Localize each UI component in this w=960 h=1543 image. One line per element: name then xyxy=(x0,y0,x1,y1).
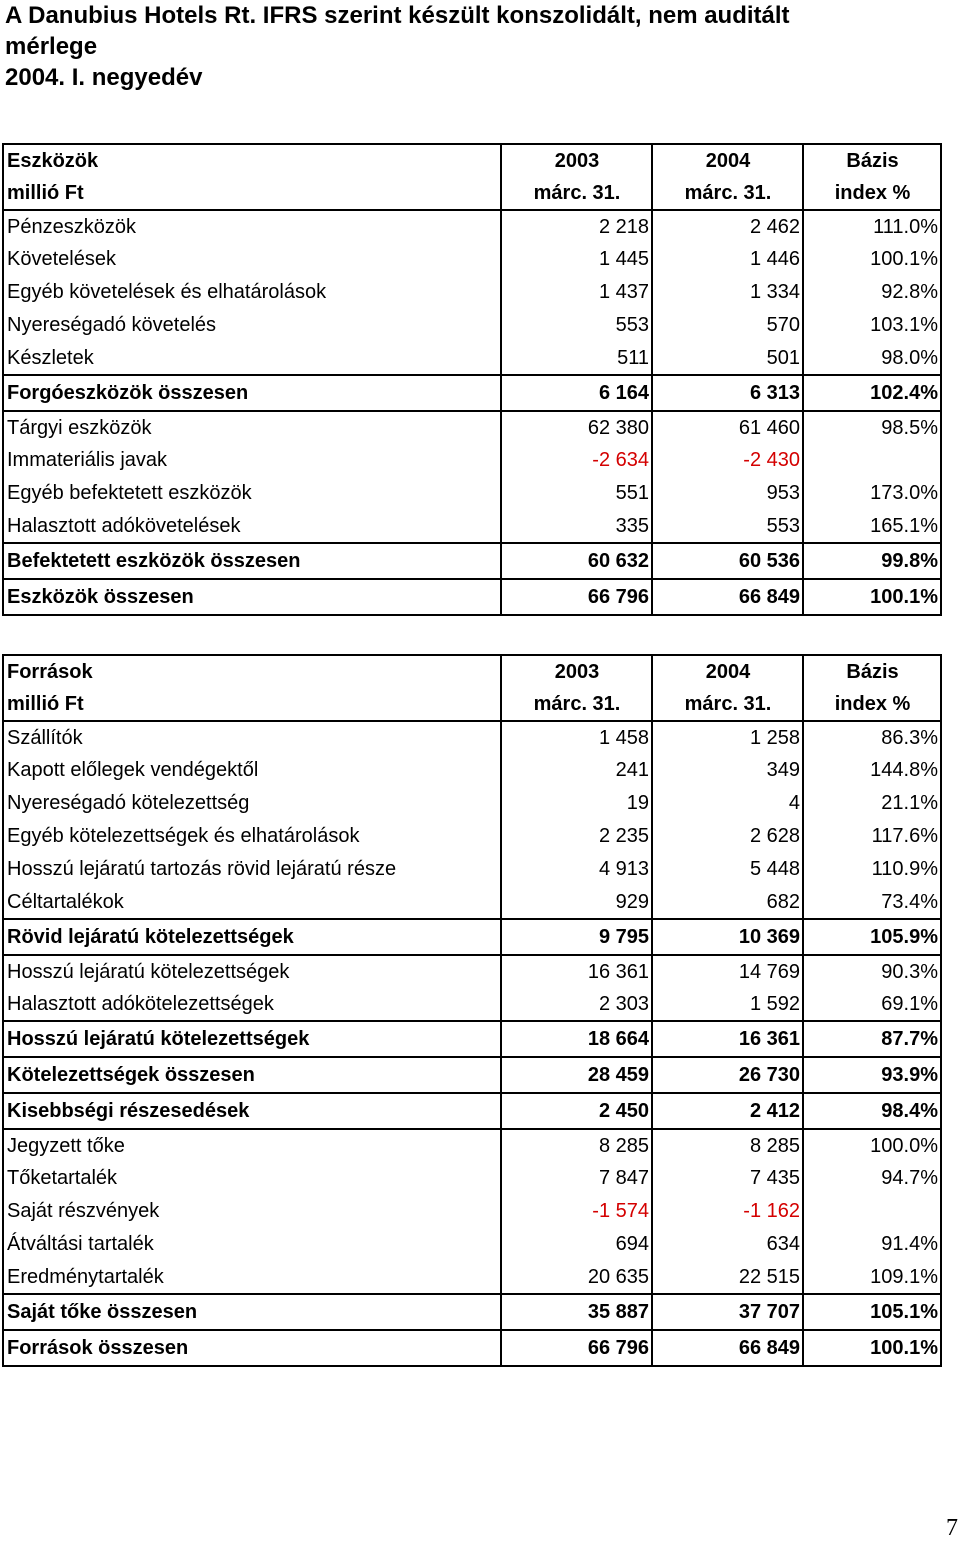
value-2004: 349 xyxy=(652,754,803,787)
value-2004: 8 285 xyxy=(652,1129,803,1162)
value-2003: 66 796 xyxy=(501,1330,652,1366)
row-label: Tárgyi eszközök xyxy=(3,411,501,444)
row-label: Saját részvények xyxy=(3,1195,501,1228)
row-label: Immateriális javak xyxy=(3,444,501,477)
table-row xyxy=(3,510,941,543)
value-2004: 634 xyxy=(652,1228,803,1261)
assets-table xyxy=(2,143,942,616)
value-index: 98.5% xyxy=(803,411,941,444)
table-row xyxy=(3,276,941,309)
table-row xyxy=(3,1261,941,1294)
value-2004: 501 xyxy=(652,342,803,375)
value-2003: 2 450 xyxy=(501,1093,652,1129)
table-row xyxy=(3,886,941,919)
value-2004: 2 412 xyxy=(652,1093,803,1129)
value-index: 100.0% xyxy=(803,1129,941,1162)
row-label: Hosszú lejáratú tartozás rövid lejáratú része xyxy=(3,853,501,886)
table-row xyxy=(3,477,941,510)
table-row xyxy=(3,579,941,615)
row-label: Eredménytartalék xyxy=(3,1261,501,1294)
value-2003: 62 380 xyxy=(501,411,652,444)
value-2004: 60 536 xyxy=(652,543,803,579)
col-2004-year: 2004 xyxy=(652,655,803,688)
assets-header-row-1 xyxy=(3,144,941,177)
value-index: 105.9% xyxy=(803,919,941,955)
col-2003-year: 2003 xyxy=(501,144,652,177)
value-2003: 20 635 xyxy=(501,1261,652,1294)
value-index: 91.4% xyxy=(803,1228,941,1261)
table-row xyxy=(3,1294,941,1330)
value-index: 98.0% xyxy=(803,342,941,375)
value-2004: 570 xyxy=(652,309,803,342)
table-row xyxy=(3,1093,941,1129)
row-label: Kisebbségi részesedések xyxy=(3,1093,501,1129)
table-row xyxy=(3,820,941,853)
table-row xyxy=(3,210,941,243)
value-2003: 16 361 xyxy=(501,955,652,988)
value-2003: 60 632 xyxy=(501,543,652,579)
value-2003: 18 664 xyxy=(501,1021,652,1057)
value-2003: 335 xyxy=(501,510,652,543)
table-row xyxy=(3,955,941,988)
liabilities-header-row-1 xyxy=(3,655,941,688)
row-label: Halasztott adókövetelések xyxy=(3,510,501,543)
value-2004: 66 849 xyxy=(652,579,803,615)
value-2003: 7 847 xyxy=(501,1162,652,1195)
table-row xyxy=(3,1228,941,1261)
row-label: Tőketartalék xyxy=(3,1162,501,1195)
liabilities-section-title: Források xyxy=(3,655,501,688)
title-line-3: 2004. I. negyedév xyxy=(5,64,203,91)
value-2004: -2 430 xyxy=(652,444,803,477)
row-label: Egyéb befektetett eszközök xyxy=(3,477,501,510)
row-label: Nyereségadó kötelezettség xyxy=(3,787,501,820)
table-row xyxy=(3,988,941,1021)
title-line-2: mérlege xyxy=(5,33,98,60)
value-index: 144.8% xyxy=(803,754,941,787)
row-label: Jegyzett tőke xyxy=(3,1129,501,1162)
value-2004: 5 448 xyxy=(652,853,803,886)
value-2004: 16 361 xyxy=(652,1021,803,1057)
value-2003: 1 445 xyxy=(501,243,652,276)
value-2003: 2 303 xyxy=(501,988,652,1021)
value-2004: 14 769 xyxy=(652,955,803,988)
value-index: 94.7% xyxy=(803,1162,941,1195)
table-row xyxy=(3,375,941,411)
value-2003: 28 459 xyxy=(501,1057,652,1093)
value-2003: 511 xyxy=(501,342,652,375)
row-label: Források összesen xyxy=(3,1330,501,1366)
row-label: Készletek xyxy=(3,342,501,375)
value-2003: 8 285 xyxy=(501,1129,652,1162)
value-2004: 6 313 xyxy=(652,375,803,411)
value-index: 111.0% xyxy=(803,210,941,243)
col-index-title: Bázis xyxy=(803,144,941,177)
unit-label: millió Ft xyxy=(3,688,501,721)
value-index xyxy=(803,1195,941,1228)
value-index: 93.9% xyxy=(803,1057,941,1093)
value-2004: 4 xyxy=(652,787,803,820)
value-2004: 22 515 xyxy=(652,1261,803,1294)
table-row xyxy=(3,444,941,477)
value-index: 87.7% xyxy=(803,1021,941,1057)
value-index: 117.6% xyxy=(803,820,941,853)
value-2003: 66 796 xyxy=(501,579,652,615)
row-label: Hosszú lejáratú kötelezettségek xyxy=(3,955,501,988)
value-2004: -1 162 xyxy=(652,1195,803,1228)
col-index-unit: index % xyxy=(803,688,941,721)
value-2003: 9 795 xyxy=(501,919,652,955)
value-index: 100.1% xyxy=(803,243,941,276)
row-label: Saját tőke összesen xyxy=(3,1294,501,1330)
value-2004: 10 369 xyxy=(652,919,803,955)
row-label: Rövid lejáratú kötelezettségek xyxy=(3,919,501,955)
value-2003: 2 218 xyxy=(501,210,652,243)
value-2004: 1 592 xyxy=(652,988,803,1021)
value-2004: 682 xyxy=(652,886,803,919)
value-2003: 19 xyxy=(501,787,652,820)
col-index-unit: index % xyxy=(803,177,941,210)
table-row xyxy=(3,543,941,579)
col-2003-year: 2003 xyxy=(501,655,652,688)
table-row xyxy=(3,1330,941,1366)
value-2003: 929 xyxy=(501,886,652,919)
value-index: 110.9% xyxy=(803,853,941,886)
row-label: Egyéb követelések és elhatárolások xyxy=(3,276,501,309)
col-2004-year: 2004 xyxy=(652,144,803,177)
value-2004: 37 707 xyxy=(652,1294,803,1330)
value-2003: 241 xyxy=(501,754,652,787)
value-index: 103.1% xyxy=(803,309,941,342)
value-index: 100.1% xyxy=(803,1330,941,1366)
value-index: 165.1% xyxy=(803,510,941,543)
assets-header-row-2 xyxy=(3,177,941,210)
table-row xyxy=(3,1021,941,1057)
unit-label: millió Ft xyxy=(3,177,501,210)
value-2004: 7 435 xyxy=(652,1162,803,1195)
value-2003: 6 164 xyxy=(501,375,652,411)
col-index-title: Bázis xyxy=(803,655,941,688)
row-label: Halasztott adókötelezettségek xyxy=(3,988,501,1021)
value-2004: 66 849 xyxy=(652,1330,803,1366)
liabilities-table xyxy=(2,654,942,1367)
document-title xyxy=(5,0,945,93)
value-2003: -2 634 xyxy=(501,444,652,477)
table-row xyxy=(3,411,941,444)
row-label: Hosszú lejáratú kötelezettségek xyxy=(3,1021,501,1057)
value-index: 69.1% xyxy=(803,988,941,1021)
value-index: 21.1% xyxy=(803,787,941,820)
row-label: Befektetett eszközök összesen xyxy=(3,543,501,579)
col-2004-date: márc. 31. xyxy=(652,688,803,721)
value-2003: -1 574 xyxy=(501,1195,652,1228)
value-2004: 1 258 xyxy=(652,721,803,754)
table-row xyxy=(3,721,941,754)
assets-section-title: Eszközök xyxy=(3,144,501,177)
table-row xyxy=(3,243,941,276)
value-index: 92.8% xyxy=(803,276,941,309)
row-label: Szállítók xyxy=(3,721,501,754)
value-2004: 61 460 xyxy=(652,411,803,444)
value-index: 86.3% xyxy=(803,721,941,754)
row-label: Egyéb kötelezettségek és elhatárolások xyxy=(3,820,501,853)
value-2003: 694 xyxy=(501,1228,652,1261)
row-label: Nyereségadó követelés xyxy=(3,309,501,342)
col-2004-date: márc. 31. xyxy=(652,177,803,210)
value-index xyxy=(803,444,941,477)
value-2004: 26 730 xyxy=(652,1057,803,1093)
value-index: 109.1% xyxy=(803,1261,941,1294)
col-2003-date: márc. 31. xyxy=(501,688,652,721)
value-index: 100.1% xyxy=(803,579,941,615)
table-row xyxy=(3,342,941,375)
table-row xyxy=(3,853,941,886)
table-row xyxy=(3,1162,941,1195)
value-2003: 1 458 xyxy=(501,721,652,754)
row-label: Kötelezettségek összesen xyxy=(3,1057,501,1093)
table-row xyxy=(3,309,941,342)
value-index: 99.8% xyxy=(803,543,941,579)
value-2004: 2 628 xyxy=(652,820,803,853)
value-index: 105.1% xyxy=(803,1294,941,1330)
table-row xyxy=(3,787,941,820)
value-index: 73.4% xyxy=(803,886,941,919)
value-2003: 4 913 xyxy=(501,853,652,886)
value-index: 173.0% xyxy=(803,477,941,510)
value-2004: 953 xyxy=(652,477,803,510)
value-2003: 35 887 xyxy=(501,1294,652,1330)
value-2004: 1 446 xyxy=(652,243,803,276)
table-row xyxy=(3,919,941,955)
liabilities-header-row-2 xyxy=(3,688,941,721)
row-label: Pénzeszközök xyxy=(3,210,501,243)
value-index: 90.3% xyxy=(803,955,941,988)
row-label: Céltartalékok xyxy=(3,886,501,919)
value-2003: 2 235 xyxy=(501,820,652,853)
row-label: Kapott előlegek vendégektől xyxy=(3,754,501,787)
table-row xyxy=(3,1195,941,1228)
row-label: Átváltási tartalék xyxy=(3,1228,501,1261)
row-label: Követelések xyxy=(3,243,501,276)
value-index: 102.4% xyxy=(803,375,941,411)
value-2003: 1 437 xyxy=(501,276,652,309)
table-row xyxy=(3,1129,941,1162)
value-index: 98.4% xyxy=(803,1093,941,1129)
table-row xyxy=(3,1057,941,1093)
value-2004: 2 462 xyxy=(652,210,803,243)
col-2003-date: márc. 31. xyxy=(501,177,652,210)
page-number: 7 xyxy=(946,1515,958,1541)
row-label: Forgóeszközök összesen xyxy=(3,375,501,411)
table-row xyxy=(3,754,941,787)
row-label: Eszközök összesen xyxy=(3,579,501,615)
value-2004: 1 334 xyxy=(652,276,803,309)
value-2004: 553 xyxy=(652,510,803,543)
value-2003: 553 xyxy=(501,309,652,342)
title-line-1: A Danubius Hotels Rt. IFRS szerint készült konszolidált, nem auditált xyxy=(5,2,790,29)
value-2003: 551 xyxy=(501,477,652,510)
